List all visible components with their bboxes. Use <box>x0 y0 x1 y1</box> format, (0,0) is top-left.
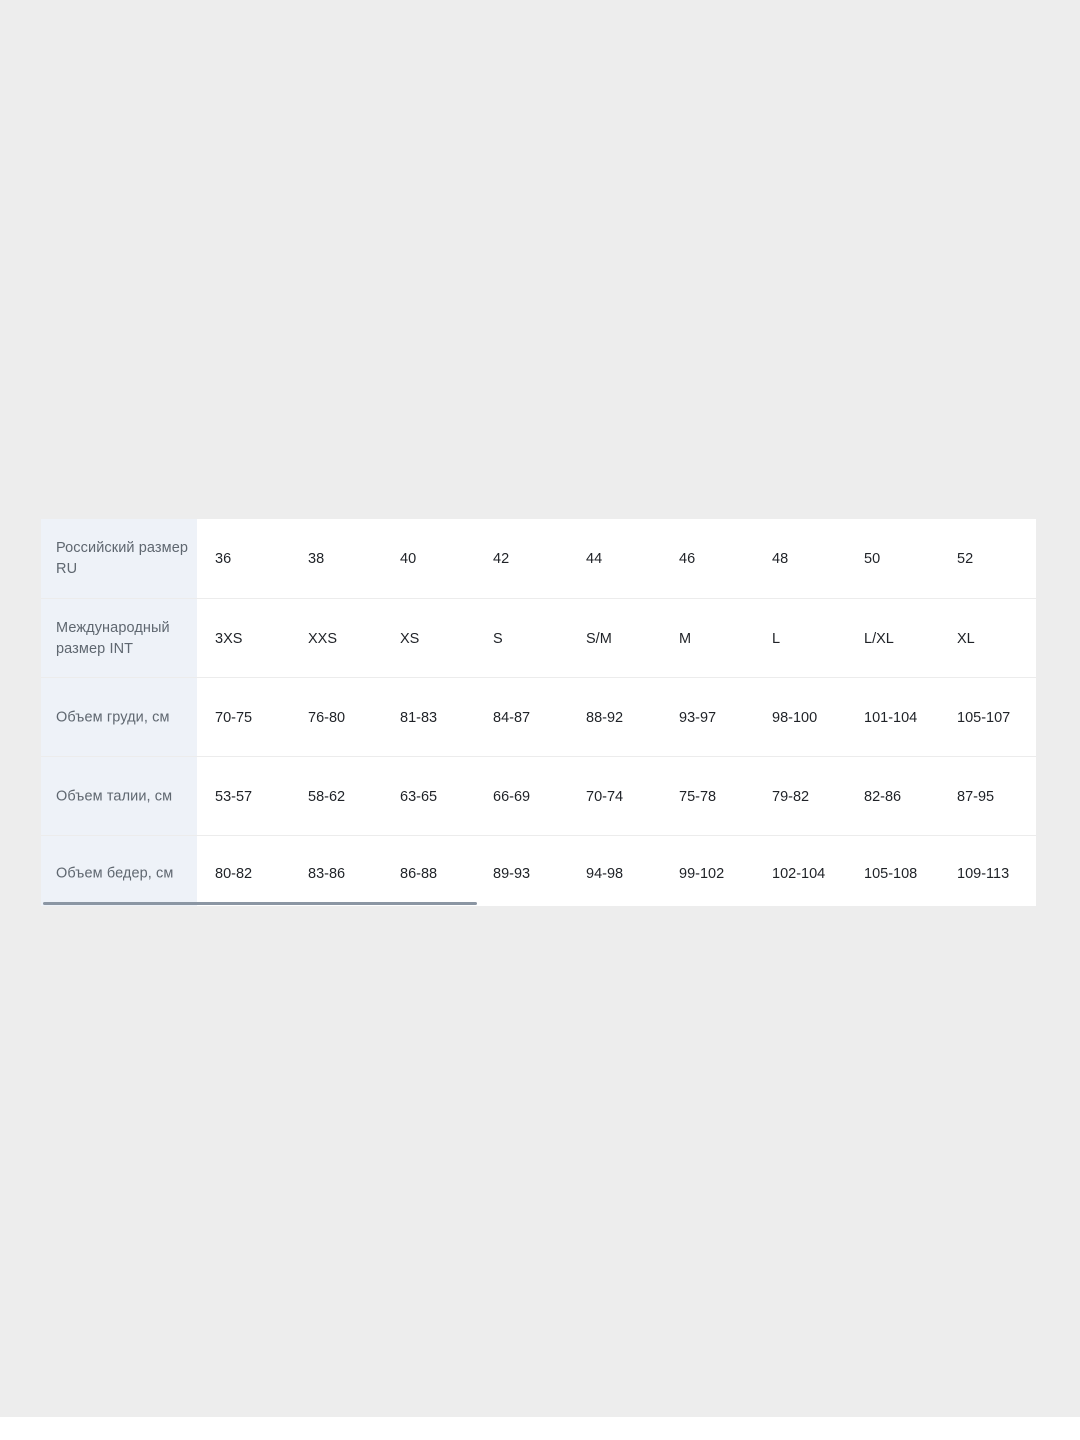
table-cell: 81-83 <box>400 709 438 726</box>
table-cell: 102-104 <box>772 866 826 883</box>
table-cell: 88-92 <box>586 709 624 726</box>
table-cell: 109-113 <box>957 866 1010 883</box>
table-cell: 86-88 <box>400 866 438 883</box>
table-cell: 3XS <box>215 630 243 647</box>
table-cell: 70-75 <box>215 709 253 726</box>
row-label: Объем бедер, см <box>56 865 174 882</box>
table-cell: 80-82 <box>215 866 253 883</box>
table-row-hips <box>41 835 1036 907</box>
table-cell: 53-57 <box>215 788 253 805</box>
table-cell: 84-87 <box>493 709 531 726</box>
table-row-chest <box>41 677 1036 757</box>
table-cell: 63-65 <box>400 788 438 805</box>
table-cell: 58-62 <box>308 788 346 805</box>
table-cell: 79-82 <box>772 788 810 805</box>
table-cell: XS <box>400 630 420 647</box>
table-cell: S <box>493 630 503 647</box>
scrollbar-thumb[interactable] <box>43 902 477 905</box>
table-cell: 101-104 <box>864 709 918 726</box>
table-cell: 44 <box>586 550 603 567</box>
table-cell: 50 <box>864 550 881 567</box>
table-cell: 75-78 <box>679 788 717 805</box>
row-label: Российский размер RU <box>56 539 189 577</box>
table-cell: 70-74 <box>586 788 624 805</box>
table-cell: 38 <box>308 550 325 567</box>
horizontal-scrollbar[interactable] <box>41 902 1036 906</box>
table-cell: M <box>679 630 692 647</box>
bottom-strip <box>0 1417 1080 1440</box>
table-cell: 93-97 <box>679 709 717 726</box>
table-cell: 94-98 <box>586 866 624 883</box>
table-row-int-size <box>41 598 1036 678</box>
table-cell: 99-102 <box>679 866 725 883</box>
table-cell: 89-93 <box>493 866 531 883</box>
table-cell: 83-86 <box>308 866 346 883</box>
table-cell: 105-107 <box>957 709 1011 726</box>
size-chart-table <box>41 519 1036 906</box>
table-cell: 46 <box>679 550 696 567</box>
row-label: Объем груди, см <box>56 709 170 725</box>
row-label: Международный размер INT <box>56 619 170 657</box>
table-cell: 87-95 <box>957 788 995 805</box>
table-cell: 105-108 <box>864 866 918 883</box>
table-cell: 52 <box>957 550 974 567</box>
table-cell: 40 <box>400 550 417 567</box>
table-cell: 42 <box>493 550 510 567</box>
table-cell: 48 <box>772 550 789 567</box>
table-cell: L <box>772 630 781 647</box>
table-cell: 66-69 <box>493 788 531 805</box>
table-row-waist <box>41 756 1036 836</box>
table-row-ru-size <box>41 519 1036 598</box>
table-cell: 98-100 <box>772 709 818 726</box>
table-cell: S/M <box>586 630 612 647</box>
row-label: Объем талии, см <box>56 788 173 804</box>
table-cell: XL <box>957 630 975 647</box>
table-cell: 36 <box>215 550 232 567</box>
table-cell: XXS <box>308 630 338 647</box>
table-cell: 82-86 <box>864 788 902 805</box>
table-cell: L/XL <box>864 630 894 647</box>
table-cell: 76-80 <box>308 709 346 726</box>
